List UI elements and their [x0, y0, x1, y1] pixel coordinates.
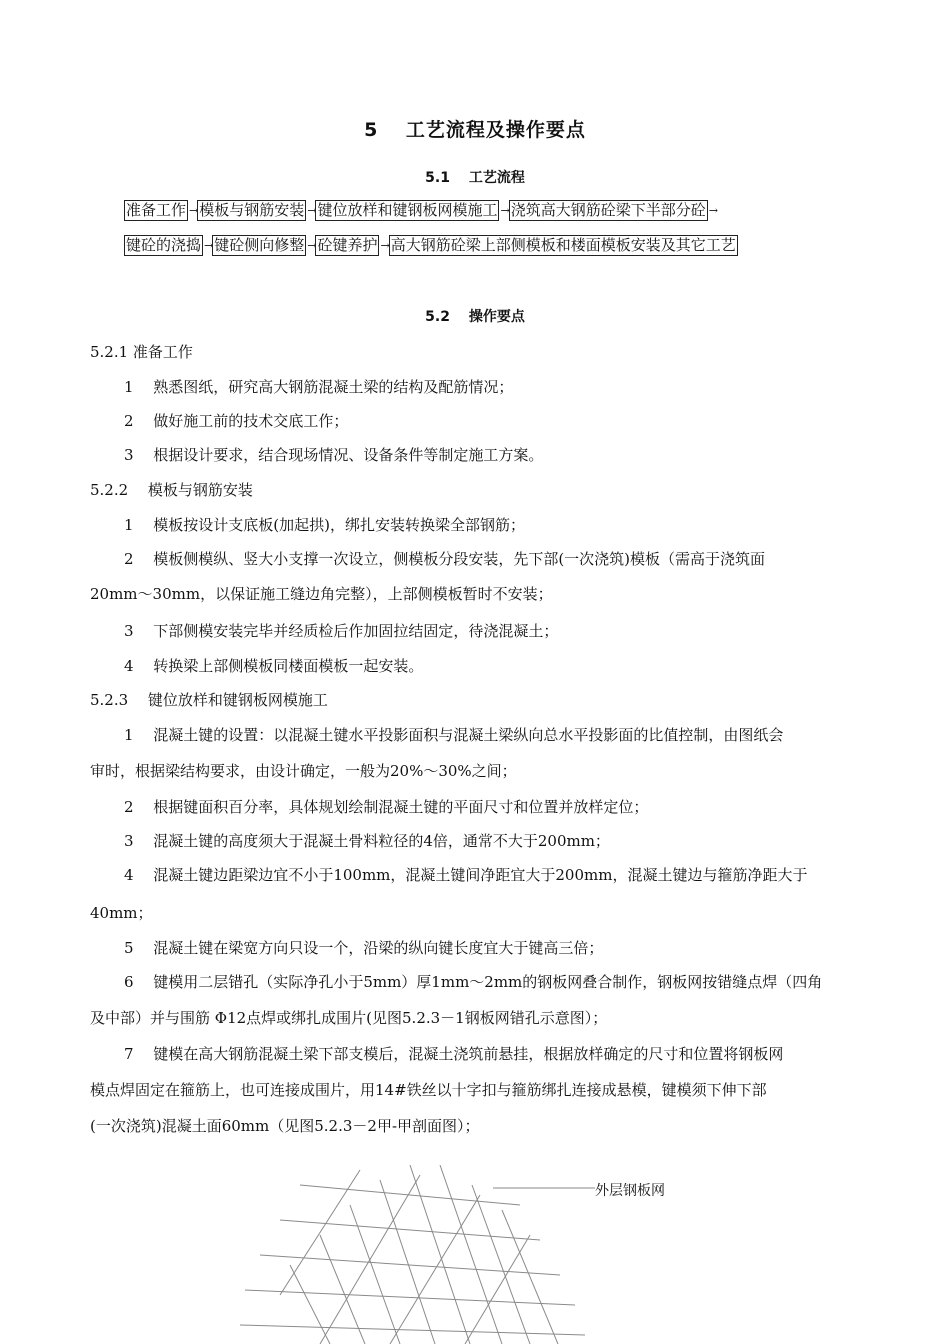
list-item-continued: 40mm；	[90, 904, 153, 922]
arrow-icon: →	[307, 238, 315, 252]
arrow-icon: →	[500, 203, 508, 217]
flow-box: 砼键养护	[317, 235, 378, 254]
arrow-icon: →	[189, 203, 197, 217]
list-item: 7 键模在高大钢筋混凝土梁下部支模后，混凝土浇筑前悬挂，根据放样确定的尺寸和位置将钢板网	[124, 1045, 784, 1063]
flow-row-1	[124, 199, 717, 221]
chapter-title: 5 工艺流程及操作要点	[364, 119, 586, 141]
list-item: 3 混凝土键的高度须大于混凝土骨料粒径的4倍，通常不大于200mm；	[124, 832, 610, 850]
list-item-continued: 及中部）并与围筋 Φ12点焊或绑扎成围片(见图5.2.3－1钢板网错孔示意图）；	[90, 1009, 608, 1027]
flow-box: 模板与钢筋安装	[199, 200, 305, 219]
list-item: 2 做好施工前的技术交底工作；	[124, 412, 349, 430]
list-item: 1 混凝土键的设置：以混凝土键水平投影面积与混凝土梁纵向总水平投影面的比值控制，由图纸会	[124, 726, 784, 744]
figure-label: 外层钢板网	[595, 1183, 665, 1199]
list-item-continued: 审时，根据梁结构要求，由设计确定，一般为20%～30%之间；	[90, 762, 517, 780]
list-item: 3 下部侧模安装完毕并经质检后作加固拉结固定，待浇混凝土；	[124, 622, 559, 640]
subsection-heading: 5.2.3 键位放样和键钢板网模施工	[90, 691, 328, 709]
flow-row-2	[124, 234, 738, 256]
list-item: 3 根据设计要求，结合现场情况、设备条件等制定施工方案。	[124, 446, 544, 464]
list-item-continued: (一次浇筑)混凝土面60mm（见图5.2.3－2甲-甲剖面图）；	[90, 1117, 480, 1135]
flow-box: 浇筑高大钢筋砼梁下半部分砼	[510, 200, 706, 219]
arrow-icon: →	[708, 203, 716, 217]
list-item: 1 模板按设计支底板(加起拱)，绑扎安装转换梁全部钢筋；	[124, 516, 526, 534]
flow-box: 键位放样和键钢板网模施工	[317, 200, 498, 219]
list-item: 5 混凝土键在梁宽方向只设一个，沿梁的纵向键长度宜大于键高三倍；	[124, 939, 604, 957]
list-item-continued: 模点焊固定在箍筋上，也可连接成围片，用14#铁丝以十字扣与箍筋绑扎连接成悬模，键模须下伸下部	[90, 1081, 767, 1099]
list-item: 4 混凝土键边距梁边宜不小于100mm，混凝土键间净距宜大于200mm，混凝土键边与箍筋净距大于	[124, 866, 808, 884]
list-item: 4 转换梁上部侧模板同楼面模板一起安装。	[124, 657, 424, 675]
flow-box: 键砼侧向修整	[214, 235, 305, 254]
flow-box: 键砼的浇捣	[126, 235, 202, 254]
list-item: 2 根据键面积百分率，具体规划绘制混凝土键的平面尺寸和位置并放样定位；	[124, 798, 649, 816]
section-title-5-2: 5.2 操作要点	[425, 309, 525, 325]
flow-box: 准备工作	[126, 200, 187, 219]
section-title-5-1: 5.1 工艺流程	[425, 170, 525, 186]
arrow-icon: →	[307, 203, 315, 217]
list-item: 2 模板侧模纵、竖大小支撑一次设立，侧模板分段安装，先下部(一次浇筑)模板（需高于浇筑面	[124, 550, 766, 568]
list-item-continued: 20mm～30mm，以保证施工缝边角完整），上部侧模板暂时不安装；	[90, 585, 553, 603]
list-item: 1 熟悉图纸，研究高大钢筋混凝土梁的结构及配筋情况；	[124, 378, 514, 396]
subsection-heading: 5.2.1 准备工作	[90, 343, 193, 361]
flow-box: 高大钢筋砼梁上部侧模板和楼面模板安装及其它工艺	[390, 235, 736, 254]
arrow-icon: →	[380, 238, 388, 252]
subsection-heading: 5.2.2 模板与钢筋安装	[90, 481, 253, 499]
arrow-icon: →	[204, 238, 212, 252]
list-item: 6 键模用二层错孔（实际净孔小于5mm）厚1mm～2mm的钢板网叠合制作，钢板网按错缝点焊（四角	[124, 973, 823, 991]
